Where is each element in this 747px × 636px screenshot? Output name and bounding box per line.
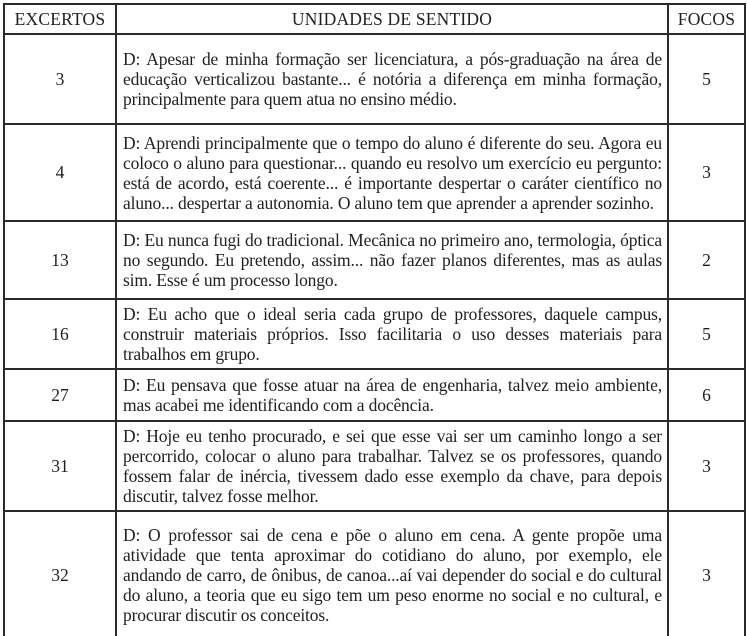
table-row: [4, 421, 745, 511]
excerto-cell: 3: [4, 34, 116, 124]
foco-cell: 3: [668, 124, 745, 221]
header-excertos: EXCERTOS: [4, 4, 116, 34]
excerto-cell: 4: [4, 124, 116, 221]
unidade-cell: D: Eu pensava que fosse atuar na área de engenharia, talvez meio ambiente, mas acabei me identificando com a docência.: [116, 369, 668, 421]
unidade-cell: D: O professor sai de cena e põe o aluno em cena. A gente propõe uma atividade que tenta aproximar do cotidiano do aluno, por exemplo, ele andando de carro, de ônibus, de canoa...aí vai depender do social e do cultural do aluno, a teoria que eu sigo tem um peso enorme no social e no cultural, e procurar discutir os conceitos.: [116, 511, 668, 636]
excerto-cell: 32: [4, 511, 116, 636]
foco-cell: 3: [668, 421, 745, 511]
header-focos: FOCOS: [668, 4, 745, 34]
table-row: [4, 124, 745, 221]
table-row: [4, 34, 745, 124]
table-row: [4, 511, 745, 636]
unidade-cell: D: Eu acho que o ideal seria cada grupo de professores, daquele campus, construir materiais próprios. Isso facilitaria o uso desses materiais para trabalhos em grupo.: [116, 299, 668, 369]
unidade-cell: D: Apesar de minha formação ser licenciatura, a pós-graduação na área de educação verticalizou bastante... é notória a diferença em minha formação, principalmente para quem atua no ensino médio.: [116, 34, 668, 124]
foco-cell: 3: [668, 511, 745, 636]
excerto-cell: 27: [4, 369, 116, 421]
unidade-cell: D: Hoje eu tenho procurado, e sei que esse vai ser um caminho longo a ser percorrido, colocar o aluno para trabalhar. Talvez se os professores, quando fossem falar de inércia, tivessem dado esse exemplo da chave, para depois discutir, talvez fosse melhor.: [116, 421, 668, 511]
header-unidades-de-sentido: UNIDADES DE SENTIDO: [116, 4, 668, 34]
table-row: [4, 299, 745, 369]
table-row: [4, 369, 745, 421]
excerto-cell: 13: [4, 221, 116, 299]
unidade-cell: D: Aprendi principalmente que o tempo do aluno é diferente do seu. Agora eu coloco o aluno para questionar... quando eu resolvo um exercício eu pergunto: está de acordo, está coerente... é importante despertar o caráter científico no aluno... despertar a autonomia. O aluno tem que aprender a aprender sozinho.: [116, 124, 668, 221]
unidade-cell: D: Eu nunca fugi do tradicional. Mecânica no primeiro ano, termologia, óptica no segundo. Eu pretendo, assim... não fazer planos diferentes, mas as aulas sim. Esse é um processo longo.: [116, 221, 668, 299]
sense-units-table: [3, 3, 746, 636]
foco-cell: 2: [668, 221, 745, 299]
foco-cell: 6: [668, 369, 745, 421]
excerto-cell: 31: [4, 421, 116, 511]
table-header-row: [4, 4, 745, 34]
foco-cell: 5: [668, 299, 745, 369]
foco-cell: 5: [668, 34, 745, 124]
table-row: [4, 221, 745, 299]
excerto-cell: 16: [4, 299, 116, 369]
